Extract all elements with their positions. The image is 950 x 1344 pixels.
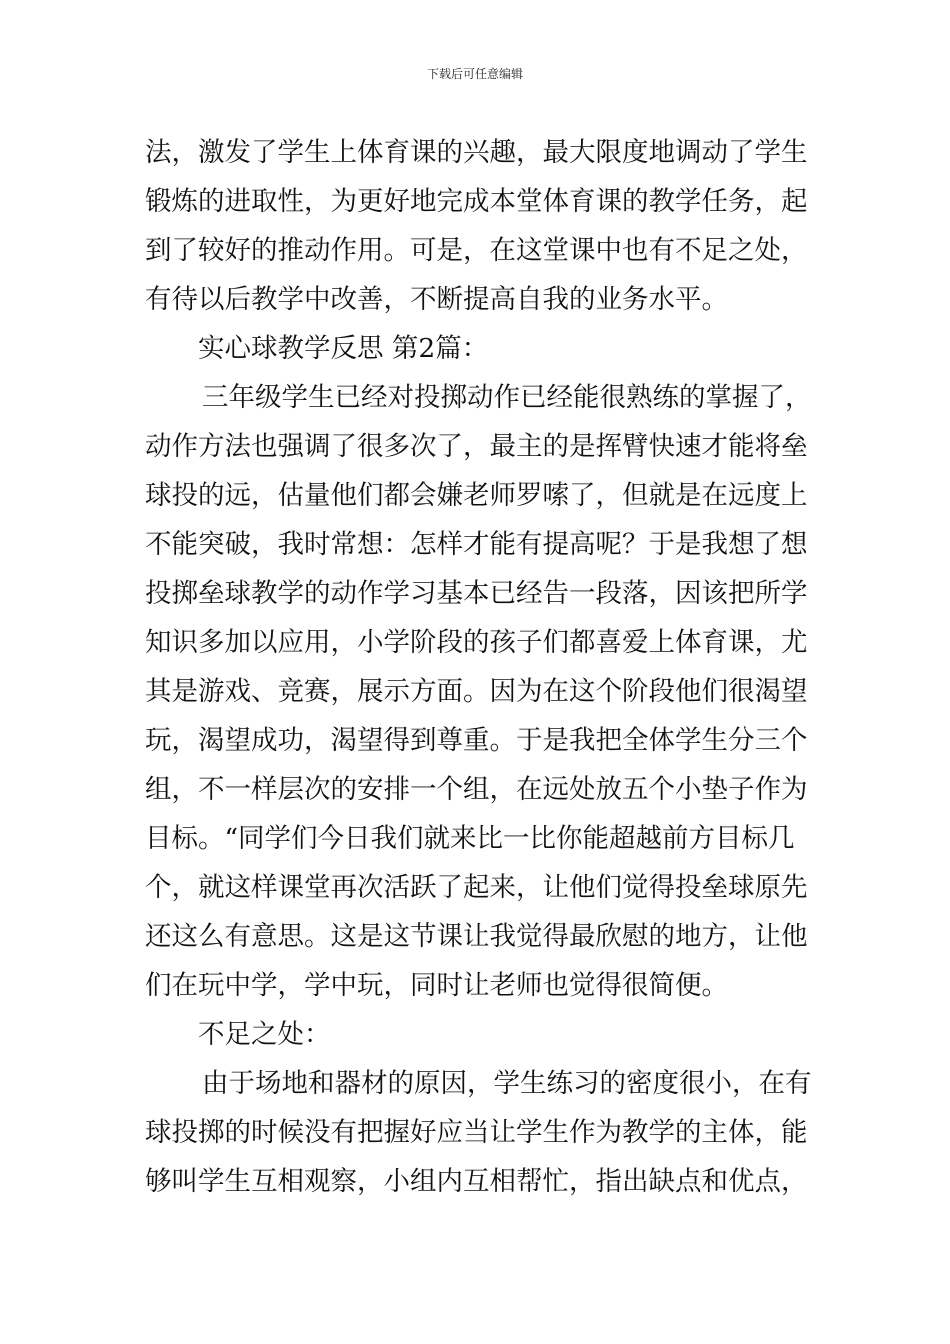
- text-line: 还这么有意思。这是这节课让我觉得最欣慰的地方，让他: [145, 921, 808, 952]
- section-heading: 实心球教学反思 第2篇：: [198, 333, 489, 364]
- text-line: 三年级学生已经对投掷动作已经能很熟练的掌握了，: [202, 382, 812, 413]
- text-line: 由于场地和器材的原因，学生练习的密度很小，在有: [202, 1068, 812, 1099]
- text-line: 锻炼的进取性，为更好地完成本堂体育课的教学任务，起: [145, 186, 808, 217]
- text-line: 组，不一样层次的安排一个组，在远处放五个小垫子作为: [145, 774, 808, 805]
- text-line: 球投掷的时候没有把握好应当让学生作为教学的主体，能: [145, 1117, 808, 1148]
- text-line: 有待以后教学中改善，不断提高自我的业务水平。: [145, 284, 728, 315]
- text-line: 其是游戏、竞赛，展示方面。因为在这个阶段他们很渴望: [145, 676, 808, 707]
- text-line: 目标。“同学们今日我们就来比一比你能超越前方目标几: [145, 823, 795, 854]
- text-line: 动作方法也强调了很多次了，最主的是挥臂快速才能将垒: [145, 431, 808, 462]
- section-heading: 不足之处：: [198, 1019, 331, 1050]
- text-line: 球投的远，估量他们都会嫌老师罗嗦了，但就是在远度上: [145, 480, 808, 511]
- text-line: 玩，渴望成功，渴望得到尊重。于是我把全体学生分三个: [145, 725, 808, 756]
- text-line: 到了较好的推动作用。可是，在这堂课中也有不足之处，: [145, 235, 808, 266]
- text-line: 法，激发了学生上体育课的兴趣，最大限度地调动了学生: [145, 137, 808, 168]
- text-line: 够叫学生互相观察，小组内互相帮忙，指出缺点和优点，: [145, 1166, 808, 1197]
- text-line: 们在玩中学，学中玩，同时让老师也觉得很简便。: [145, 970, 728, 1001]
- text-line: 知识多加以应用，小学阶段的孩子们都喜爱上体育课，尤: [145, 627, 808, 658]
- page-header: 下载后可任意编辑: [426, 67, 523, 81]
- text-line: 投掷垒球教学的动作学习基本已经告一段落，因该把所学: [145, 578, 808, 609]
- document-body: [145, 128, 810, 1206]
- text-line: 个，就这样课堂再次活跃了起来，让他们觉得投垒球原先: [145, 872, 808, 903]
- text-line: 不能突破，我时常想：怎样才能有提高呢？于是我想了想: [145, 529, 808, 560]
